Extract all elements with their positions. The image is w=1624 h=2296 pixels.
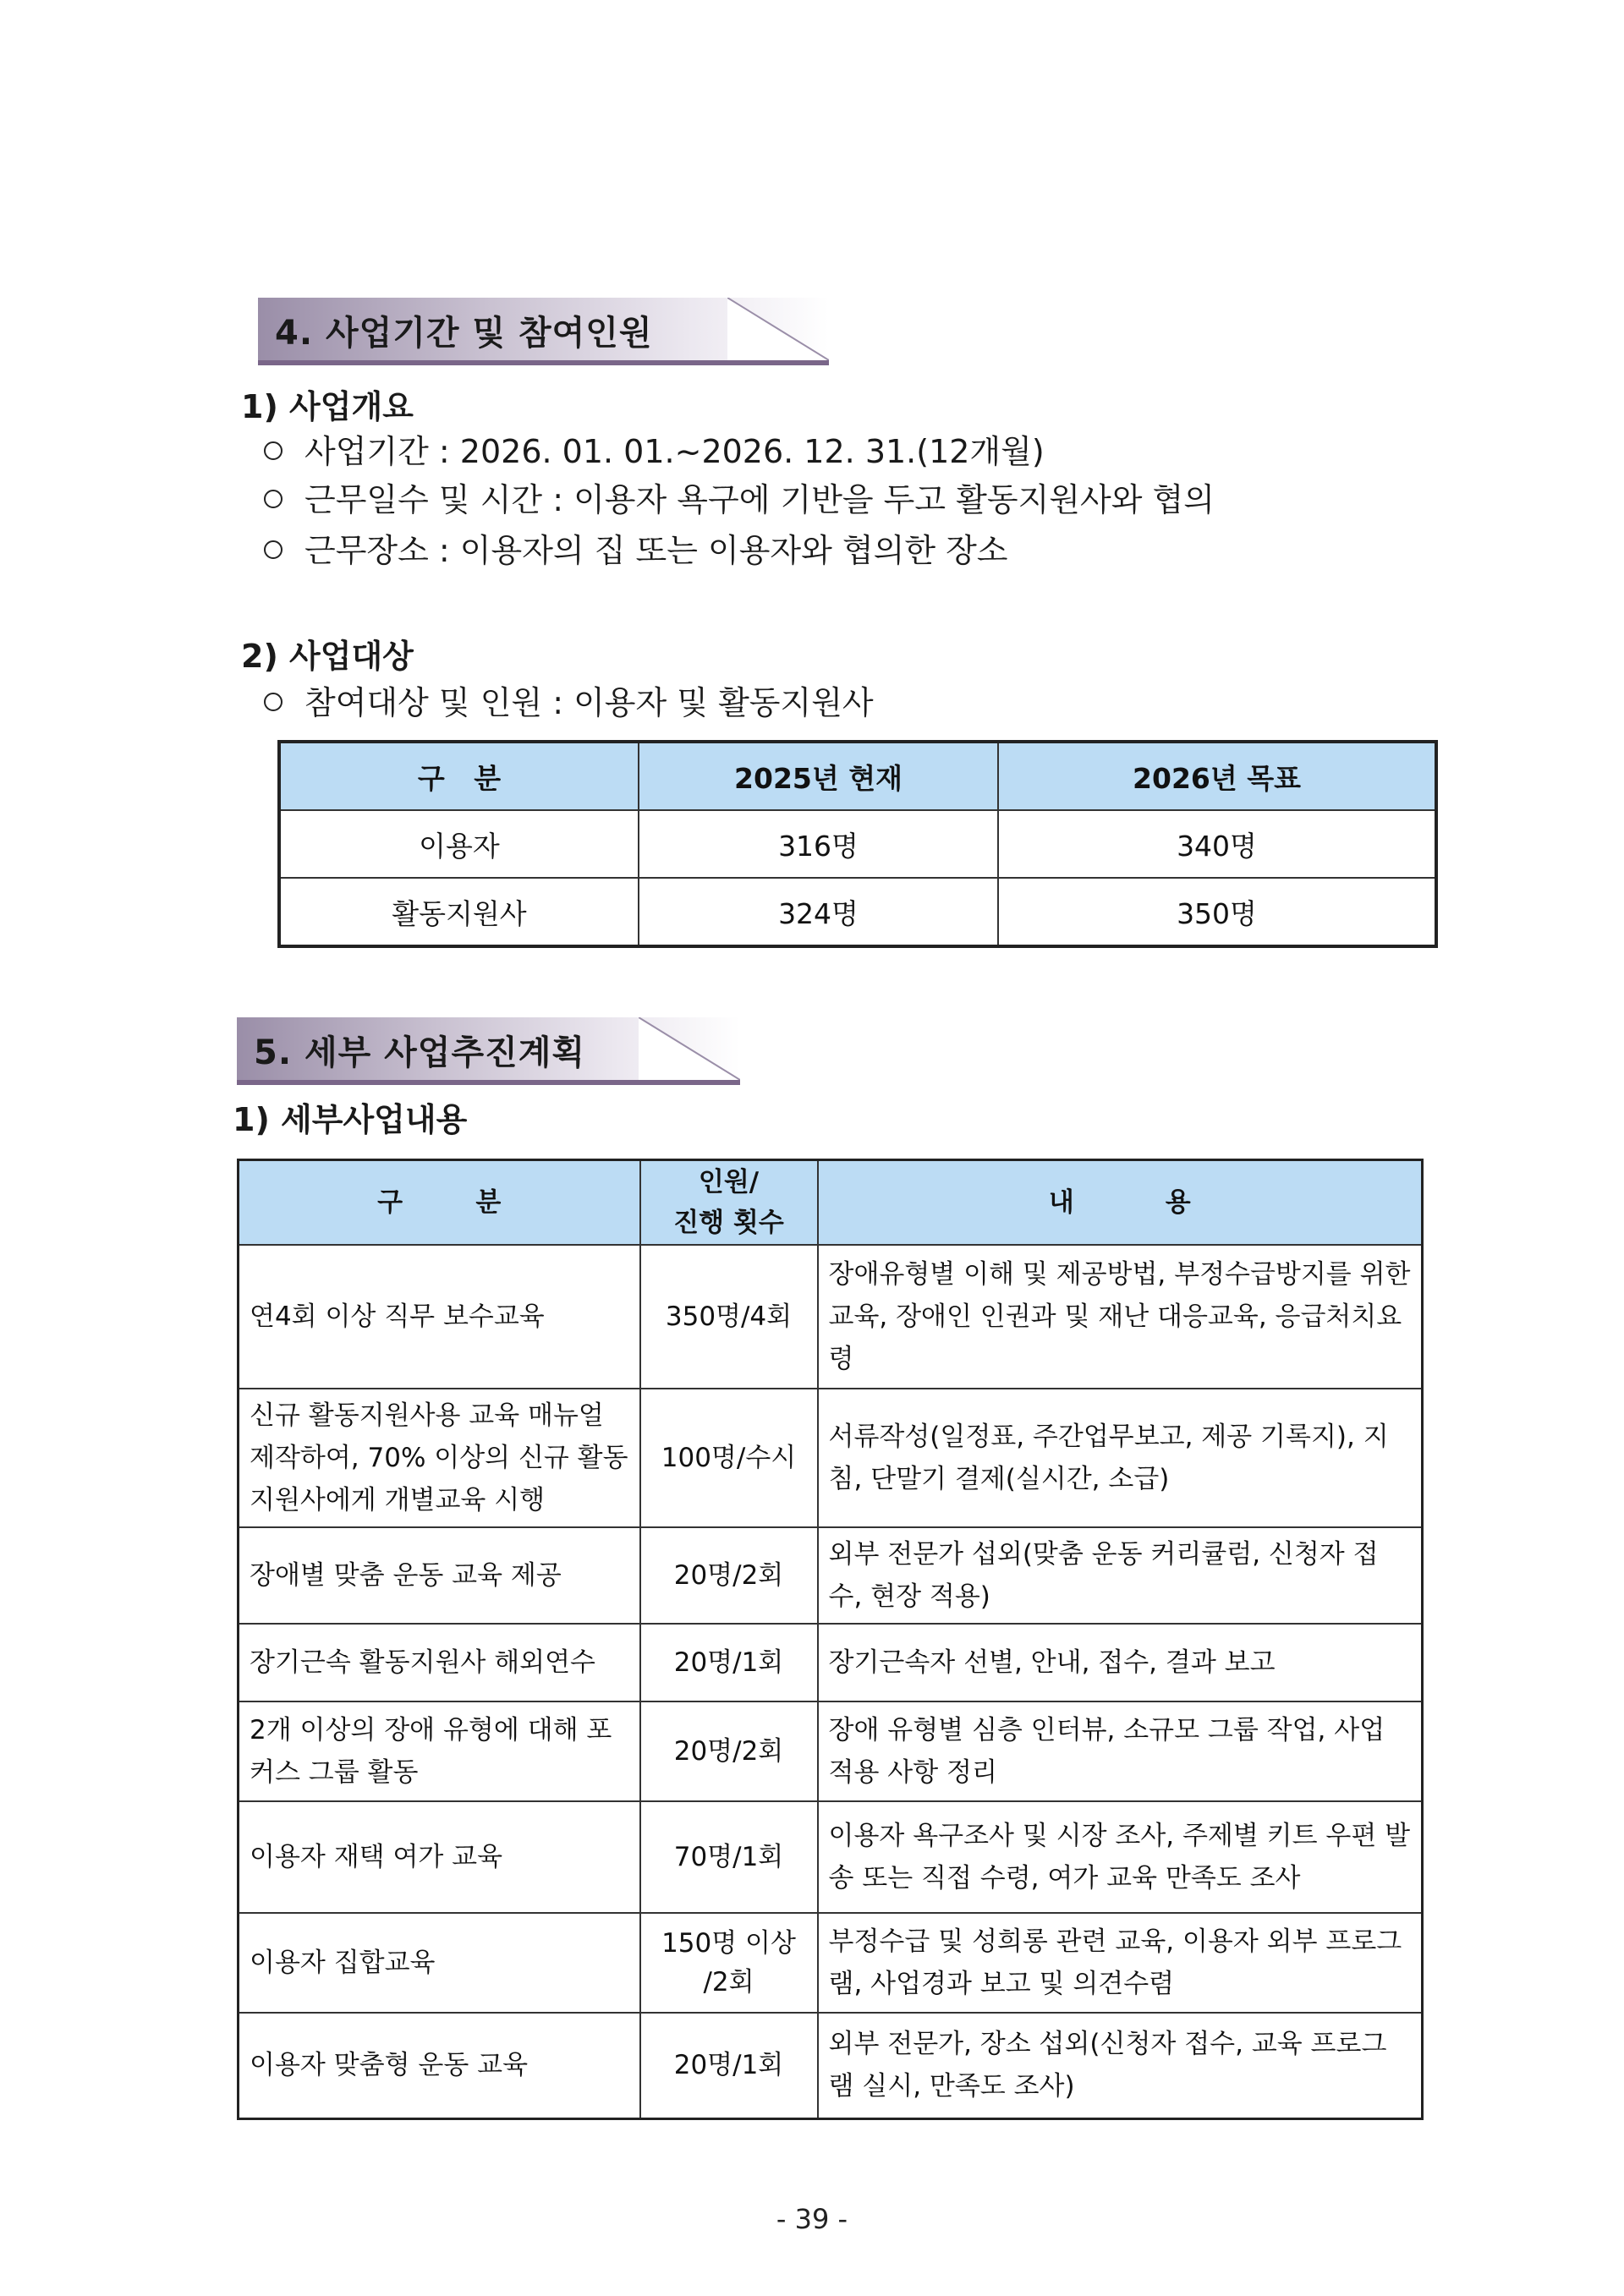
table-row — [239, 1245, 1423, 1389]
table-row — [239, 1701, 1423, 1801]
participants-table — [277, 740, 1438, 948]
cell: 장애 유형별 심층 인터뷰, 소규모 그룹 작업, 사업 적용 사항 정리 — [818, 1701, 1423, 1801]
table-row — [239, 2013, 1423, 2118]
bullet-text: 근무일수 및 시간 : 이용자 욕구에 기반을 두고 활동지원사와 협의 — [304, 481, 1215, 518]
cell: 100명/수시 — [640, 1389, 818, 1527]
cell: 340명 — [998, 810, 1436, 878]
table-row — [239, 1801, 1423, 1913]
bullet-text: 사업기간 : 2026. 01. 01.~2026. 12. 31.(12개월) — [304, 433, 1045, 470]
bullet-period — [264, 425, 1045, 472]
cell: 20명/1회 — [640, 1624, 818, 1701]
cell: 이용자 맞춤형 운동 교육 — [239, 2013, 640, 2118]
section-5-header — [237, 1017, 740, 1085]
cell: 20명/1회 — [640, 2013, 818, 2118]
section-5-title: 5. 세부 사업추진계획 — [254, 1033, 585, 1072]
cell: 외부 전문가 섭외(맞춤 운동 커리큘럼, 신청자 접수, 현장 적용) — [818, 1527, 1423, 1624]
header-2026: 2026년 목표 — [998, 742, 1436, 810]
cell: 350명 — [998, 878, 1436, 946]
cell: 서류작성(일정표, 주간업무보고, 제공 기록지), 지침, 단말기 결제(실시간, 소급) — [818, 1389, 1423, 1527]
table-row — [239, 1624, 1423, 1701]
header-decoration-icon — [639, 1017, 740, 1080]
section-4-title: 4. 사업기간 및 참여인원 — [275, 314, 653, 353]
table-header-row — [239, 1160, 1423, 1246]
detail-plan-table — [237, 1159, 1424, 2120]
table-row — [239, 1913, 1423, 2013]
cell: 장애유형별 이해 및 제공방법, 부정수급방지를 위한 교육, 장애인 인권과 및 재난 대응교육, 응급처치요령 — [818, 1245, 1423, 1389]
subheading-overview: 1) 사업개요 — [241, 388, 414, 425]
subheading-detail: 1) 세부사업내용 — [233, 1101, 468, 1138]
cell: 이용자 집합교육 — [239, 1913, 640, 2013]
cell: 이용자 — [279, 810, 639, 878]
cell: 장기근속 활동지원사 해외연수 — [239, 1624, 640, 1701]
cell: 장기근속자 선별, 안내, 접수, 결과 보고 — [818, 1624, 1423, 1701]
cell: 이용자 재택 여가 교육 — [239, 1801, 640, 1913]
cell: 70명/1회 — [640, 1801, 818, 1913]
bullet-text: 참여대상 및 인원 : 이용자 및 활동지원사 — [304, 684, 874, 721]
cell: 316명 — [639, 810, 998, 878]
circle-bullet-icon — [264, 441, 283, 460]
table-row — [239, 1527, 1423, 1624]
header-2025: 2025년 현재 — [639, 742, 998, 810]
cell: 20명/2회 — [640, 1701, 818, 1801]
header-category: 구 분 — [239, 1160, 640, 1246]
cell: 활동지원사 — [279, 878, 639, 946]
cell: 20명/2회 — [640, 1527, 818, 1624]
page-number: - 39 - — [776, 2203, 848, 2235]
header-count: 인원/ 진행 횟수 — [640, 1160, 818, 1246]
circle-bullet-icon — [264, 540, 283, 559]
table-row — [279, 878, 1436, 946]
cell: 외부 전문가, 장소 섭외(신청자 접수, 교육 프로그램 실시, 만족도 조사) — [818, 2013, 1423, 2118]
header-category: 구 분 — [279, 742, 639, 810]
table-row — [239, 1389, 1423, 1527]
cell: 이용자 욕구조사 및 시장 조사, 주제별 키트 우편 발송 또는 직접 수령, 여가 교육 만족도 조사 — [818, 1801, 1423, 1913]
table-header-row — [279, 742, 1436, 810]
section-4-header — [258, 298, 829, 365]
header-content: 내 용 — [818, 1160, 1423, 1246]
cell: 2개 이상의 장애 유형에 대해 포커스 그룹 활동 — [239, 1701, 640, 1801]
cell: 324명 — [639, 878, 998, 946]
cell: 장애별 맞춤 운동 교육 제공 — [239, 1527, 640, 1624]
subheading-target: 2) 사업대상 — [241, 638, 414, 675]
bullet-participants — [264, 677, 874, 723]
cell: 부정수급 및 성희롱 관련 교육, 이용자 외부 프로그램, 사업경과 보고 및 의견수렴 — [818, 1913, 1423, 2013]
cell: 신규 활동지원사용 교육 매뉴얼 제작하여, 70% 이상의 신규 활동지원사에게 개별교육 시행 — [239, 1389, 640, 1527]
bullet-workplace — [264, 524, 1008, 571]
circle-bullet-icon — [264, 490, 283, 508]
bullet-text: 근무장소 : 이용자의 집 또는 이용자와 협의한 장소 — [304, 532, 1008, 569]
circle-bullet-icon — [264, 693, 283, 711]
cell: 150명 이상 /2회 — [640, 1913, 818, 2013]
header-decoration-icon — [727, 298, 829, 360]
table-row — [279, 810, 1436, 878]
bullet-work-days — [264, 474, 1215, 520]
cell: 연4회 이상 직무 보수교육 — [239, 1245, 640, 1389]
cell: 350명/4회 — [640, 1245, 818, 1389]
